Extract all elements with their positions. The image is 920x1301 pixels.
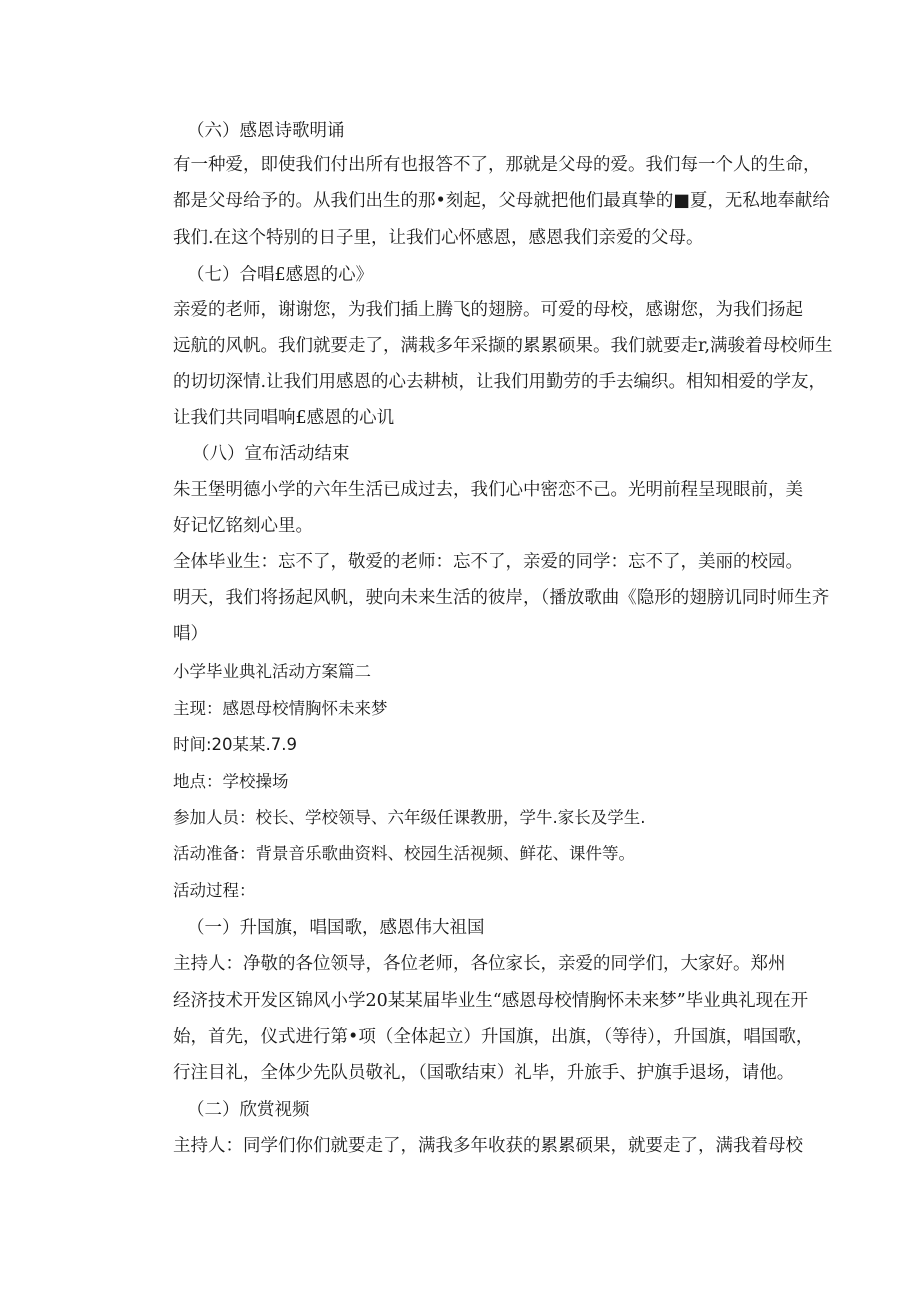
paragraph-line: 朱王堡明德小学的六年生活已成过去，我们心中密恋不己。光明前程呈现眼前，美 — [173, 480, 803, 500]
paragraph-line: 行注目礼，全体少先队员敬礼，（国歌结束）礼毕，升旅手、护旗手退场，请他。 — [173, 1063, 795, 1083]
paragraph-line: 远航的风帆。我们就要走了，满栽多年采撷的累累硕果。我们就要走r,满骏着母校师生 — [173, 336, 833, 356]
paragraph-line: 有一种爱，即使我们付出所有也报答不了，那就是父母的爱。我们每一个人的生命， — [173, 155, 821, 175]
paragraph-line: 经济技术开发区锦风小学20某某届毕业生“感恩母校情胸怀未来梦”毕业典礼现在开 — [173, 991, 809, 1011]
heading-6: （六）感恩诗歌明诵 — [187, 121, 345, 141]
time-line: 时间:20某某.7.9 — [173, 735, 298, 754]
process-label: 活动过程： — [173, 881, 256, 900]
paragraph-line: 亲爱的老师，谢谢您，为我们插上腾飞的翅膀。可爱的母校，感谢您，为我们扬起 — [173, 300, 803, 320]
paragraph-line: 我们.在这个特别的日子里，让我们心怀感恩，感恩我们亲爱的父母。 — [173, 228, 704, 248]
theme-line: 主现：感恩母校情胸怀未来梦 — [173, 699, 388, 718]
paragraph-line: 始，首先，仪式进行第•项（全体起立）升国旗，出旗，（等待），升国旗，唱国歌， — [173, 1027, 814, 1047]
paragraph-line: 全体毕业生：忘不了，敬爱的老师：忘不了，亲爱的同学：忘不了，美丽的校园。 — [173, 552, 803, 572]
paragraph-line: 都是父母给予的。从我们出生的那•刻起，父母就把他们最真挚的■夏，无私地奉献给 — [173, 191, 830, 211]
heading-8: （八）宣布活动结束 — [192, 444, 350, 464]
heading-1: （一）升国旗，唱国歌，感恩伟大祖国 — [187, 918, 485, 938]
place-line: 地点：学校操场 — [173, 772, 289, 791]
paragraph-line: 的切切深情.让我们用感恩的心去耕桢，让我们用勤劳的手去编织。相知相爱的学友， — [173, 372, 827, 392]
paragraph-line: 让我们共同唱响£感恩的心讥 — [173, 408, 395, 428]
participants-line: 参加人员：校长、学校领导、六年级任课教册，学牛.家长及学生. — [173, 808, 646, 827]
paragraph-line: 好记忆铭刻心里。 — [173, 516, 313, 536]
paragraph-line: 明天，我们将扬起风帆，驶向未来生活的彼岸，（播放歌曲《隐形的翅膀讥同时师生齐 — [173, 588, 830, 608]
heading-7: （七）合唱£感恩的心》 — [187, 265, 374, 285]
preparation-line: 活动准备：背景音乐歌曲资料、校园生活视频、鲜花、课件等。 — [173, 844, 635, 863]
paragraph-line: 唱） — [173, 624, 208, 644]
heading-2: （二）欣赏视频 — [187, 1100, 310, 1120]
section-title: 小学毕业典礼活动方案篇二 — [173, 662, 371, 681]
paragraph-line: 主持人：净敬的各位领导，各位老师，各位家长，亲爱的同学们，大家好。郑州 — [173, 954, 786, 974]
paragraph-line: 主持人：同学们你们就要走了，满我多年收获的累累硕果，就要走了，满我着母校 — [173, 1136, 803, 1156]
